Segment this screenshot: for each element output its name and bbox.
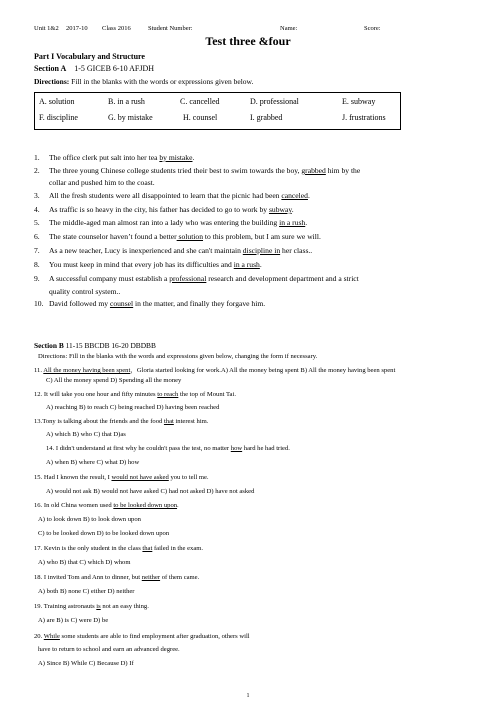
answer-underlined: is: [96, 603, 101, 610]
question-text: It will take you one hour and fifty minutes: [43, 391, 158, 398]
sentence-part: .: [305, 218, 308, 227]
section-b-label: Section B: [34, 341, 64, 350]
sentence-part: As a new teacher, Lucy is inexperienced and she can't maintain: [49, 246, 243, 255]
sentence-text: [49, 246, 312, 255]
choice-list: A) reaching B) to reach C) being reached D) having been reached: [46, 404, 220, 411]
sentence-text: [49, 166, 360, 175]
question-text: have to return to school and earn an advanced degree.: [38, 646, 180, 653]
question-options: [46, 431, 126, 438]
question-text: In old China women used: [43, 502, 114, 509]
sentence-part: You must keep in mind that every job has its difficulties and: [49, 260, 234, 269]
section-b-answers: 11-15 BBCDB 16-20 DBDBB: [65, 341, 156, 350]
question-text: 15.: [34, 474, 44, 481]
question-text: I didn't understand at first why he couldn't pass the test, no matter: [55, 445, 231, 452]
question-options: [34, 364, 395, 374]
answer-underlined: that: [163, 418, 174, 425]
page-title: Test three &four: [205, 34, 291, 48]
sentence-text: [49, 153, 194, 162]
choice-list: A) Since B) While C) Because D) If: [38, 660, 134, 667]
directions-label: Directions:: [34, 77, 70, 86]
word-option: B. in a rush: [108, 97, 145, 106]
choice-list: A) both B) none C) either D) neither: [38, 588, 135, 595]
question-text: the top of Mount Tai.: [178, 391, 236, 398]
question-text: 11.: [34, 367, 44, 374]
question-text: 17.: [34, 545, 44, 552]
question-options: [38, 516, 141, 523]
sentence-text: [49, 218, 307, 227]
sentence-number: 5.: [34, 218, 40, 227]
sentence-text: [49, 274, 359, 283]
answer-underlined: discipline in: [242, 246, 281, 255]
section-b-heading: [34, 341, 156, 350]
answer-underlined: counsel: [109, 299, 134, 308]
question-text: you to tell me.: [168, 474, 209, 481]
directions-text: Fill in the blanks with the words or expressions given below.: [69, 77, 254, 86]
header-student-number: Student Number:: [148, 25, 193, 32]
choice-list: A) when B) where C) what D) how: [46, 459, 140, 466]
word-option: D. professional: [250, 97, 299, 106]
answer-underlined: neither: [141, 574, 161, 581]
answer-underlined: canceled: [281, 191, 308, 200]
sentence-text: [49, 299, 265, 308]
sentence-number: 2.: [34, 166, 40, 175]
choice-list: C) to be looked down D) to be looked down upon: [38, 530, 170, 537]
question-text: 20.: [34, 633, 44, 640]
sentence-part: The three young Chinese college students tried their best to swim towards the boy,: [49, 166, 302, 175]
sentence-number: 4.: [34, 205, 40, 214]
question-text: Training astronauts: [43, 603, 97, 610]
part-title: Part I Vocabulary and Structure: [34, 52, 145, 61]
answer-underlined: solution: [176, 232, 204, 241]
answer-underlined: While: [43, 633, 60, 640]
word-option: C. cancelled: [180, 97, 220, 106]
sentence-part: David followed my: [49, 299, 110, 308]
question-row: [34, 545, 203, 552]
header-term: 2017-10: [66, 25, 88, 32]
answer-underlined: All the money having been spent: [43, 367, 131, 374]
choice-list: A) are B) is C) were D) be: [38, 617, 109, 624]
sentence-part: research and development department and a strict: [206, 274, 359, 283]
choice-list: A) to look down B) to look down upon: [38, 516, 141, 523]
sentence-part: The middle-aged man almost ran into a lady who was entering the building: [49, 218, 280, 227]
question-text: 16.: [34, 502, 44, 509]
answer-underlined: that: [142, 545, 153, 552]
sentence-number: 9.: [34, 274, 40, 283]
choice-list: A) which B) who C) that D)as: [46, 431, 126, 438]
question-text: 14.: [46, 445, 56, 452]
question-options: [38, 588, 135, 595]
question-row: [34, 391, 236, 398]
question-text: some students are able to find employment after graduation, others will: [59, 633, 250, 640]
sentence-number: 7.: [34, 246, 40, 255]
question-text: Tony is talking about the friends and the food: [42, 418, 164, 425]
sentence-number: 6.: [34, 232, 40, 241]
header-class: Class 2016: [102, 25, 131, 32]
question-row: [34, 502, 179, 509]
sentence-number: 1.: [34, 153, 40, 162]
question-row: [38, 646, 180, 653]
question-text: 19.: [34, 603, 44, 610]
sentence-part: .: [192, 153, 195, 162]
directions: [34, 77, 253, 86]
question-text: ，Gloria started looking for work.: [130, 367, 221, 374]
sentence-text: [49, 205, 294, 214]
choice-list: A) who B) that C) which D) whom: [38, 559, 131, 566]
choice-list: C) All the money spend D) Spending all the money: [46, 377, 182, 384]
question-text: 13.: [34, 418, 43, 425]
sentence-part: The state counselor haven’t found a better: [49, 232, 177, 241]
question-text: 18.: [34, 574, 44, 581]
question-row: [34, 574, 199, 581]
question-row: [46, 445, 290, 452]
sentence-number: 8.: [34, 260, 40, 269]
question-text: hard he had tried.: [242, 445, 290, 452]
sentence-part: her class..: [280, 246, 313, 255]
choice-list: A) would not ask B) would not have asked C) had not asked D) have not asked: [46, 488, 255, 495]
sentence-text: [49, 232, 321, 241]
question-text: not an easy thing.: [100, 603, 149, 610]
question-text: Had I known the result, I: [43, 474, 112, 481]
sentence-text: [49, 287, 120, 296]
sentence-text: [49, 178, 155, 187]
section-a-label: Section A: [34, 64, 67, 73]
answer-underlined: to be looked down upon: [113, 502, 178, 509]
word-option: H. counsel: [183, 113, 218, 122]
sentence-text: [49, 191, 310, 200]
sentence-part: collar and pushed him to the coast.: [49, 178, 155, 187]
answer-underlined: by mistake: [159, 153, 193, 162]
answer-underlined: grabbed: [301, 166, 326, 175]
word-option: E. subway: [342, 97, 376, 106]
page-number: 1: [246, 693, 250, 699]
answer-underlined: professional: [169, 274, 207, 283]
word-option: A. solution: [39, 97, 75, 106]
header-name: Name:: [280, 25, 298, 32]
sentence-part: .: [291, 205, 294, 214]
question-text: Kevin is the only student in the class: [43, 545, 143, 552]
sentence-part: in the matter, and finally they forgave him.: [133, 299, 266, 308]
question-text: .: [177, 502, 179, 509]
answer-underlined: in a rush: [233, 260, 260, 269]
question-options: [38, 617, 108, 624]
section-a-answers: 1-5 GICEB 6-10 AFJDH: [74, 64, 155, 73]
sentence-part: All the fresh students were all disappointed to learn that the picnic had been: [49, 191, 282, 200]
sentence-part: to this problem, but I am sure we will.: [203, 232, 321, 241]
question-options: [38, 660, 134, 667]
header-unit: Unit 1&2: [34, 25, 59, 32]
sentence-number: 3.: [34, 191, 40, 200]
question-row: [34, 633, 250, 640]
question-row: [34, 603, 149, 610]
sentence-part: .: [307, 191, 310, 200]
word-option: G. by mistake: [108, 113, 153, 122]
answer-underlined: in a rush: [279, 218, 306, 227]
question-options: [38, 530, 169, 537]
sentence-part: A successful company must establish a: [49, 274, 170, 283]
answer-underlined: subway: [268, 205, 292, 214]
question-text: failed in the exam.: [152, 545, 204, 552]
word-option: F. discipline: [39, 113, 78, 122]
answer-underlined: to reach: [157, 391, 179, 398]
section-a-heading: [34, 64, 154, 73]
section-b-directions: Directions: Fill in the blanks with the words and expressions given below, changing the form if necessary.: [38, 353, 318, 360]
sentence-part: quality control system..: [49, 287, 121, 296]
choice-list: A) All the money being spent B) All the money having been spent: [220, 367, 396, 374]
sentence-part: As traffic is so heavy in the city, his father has decided to go to work by: [49, 205, 269, 214]
question-options: [46, 377, 181, 384]
question-row: [34, 474, 209, 481]
question-text: of them came.: [160, 574, 200, 581]
sentence-part: The office clerk put salt into her tea: [49, 153, 160, 162]
sentence-part: .: [259, 260, 262, 269]
answer-underlined: how: [230, 445, 243, 452]
question-options: [38, 559, 130, 566]
word-bank-box: [34, 92, 401, 130]
question-row: [34, 418, 208, 425]
sentence-text: [49, 260, 262, 269]
question-text: I invited Tom and Ann to dinner, but: [43, 574, 142, 581]
question-options: [46, 488, 254, 495]
sentence-number: 10.: [34, 299, 44, 308]
question-options: [46, 459, 139, 466]
answer-underlined: would not have asked: [111, 474, 169, 481]
question-text: 12.: [34, 391, 44, 398]
sentence-part: him by the: [325, 166, 361, 175]
word-option: I. grabbed: [250, 113, 283, 122]
header-score: Score:: [364, 25, 381, 32]
question-text: interest him.: [173, 418, 209, 425]
word-option: J. frustrations: [342, 113, 386, 122]
question-options: [46, 404, 219, 411]
